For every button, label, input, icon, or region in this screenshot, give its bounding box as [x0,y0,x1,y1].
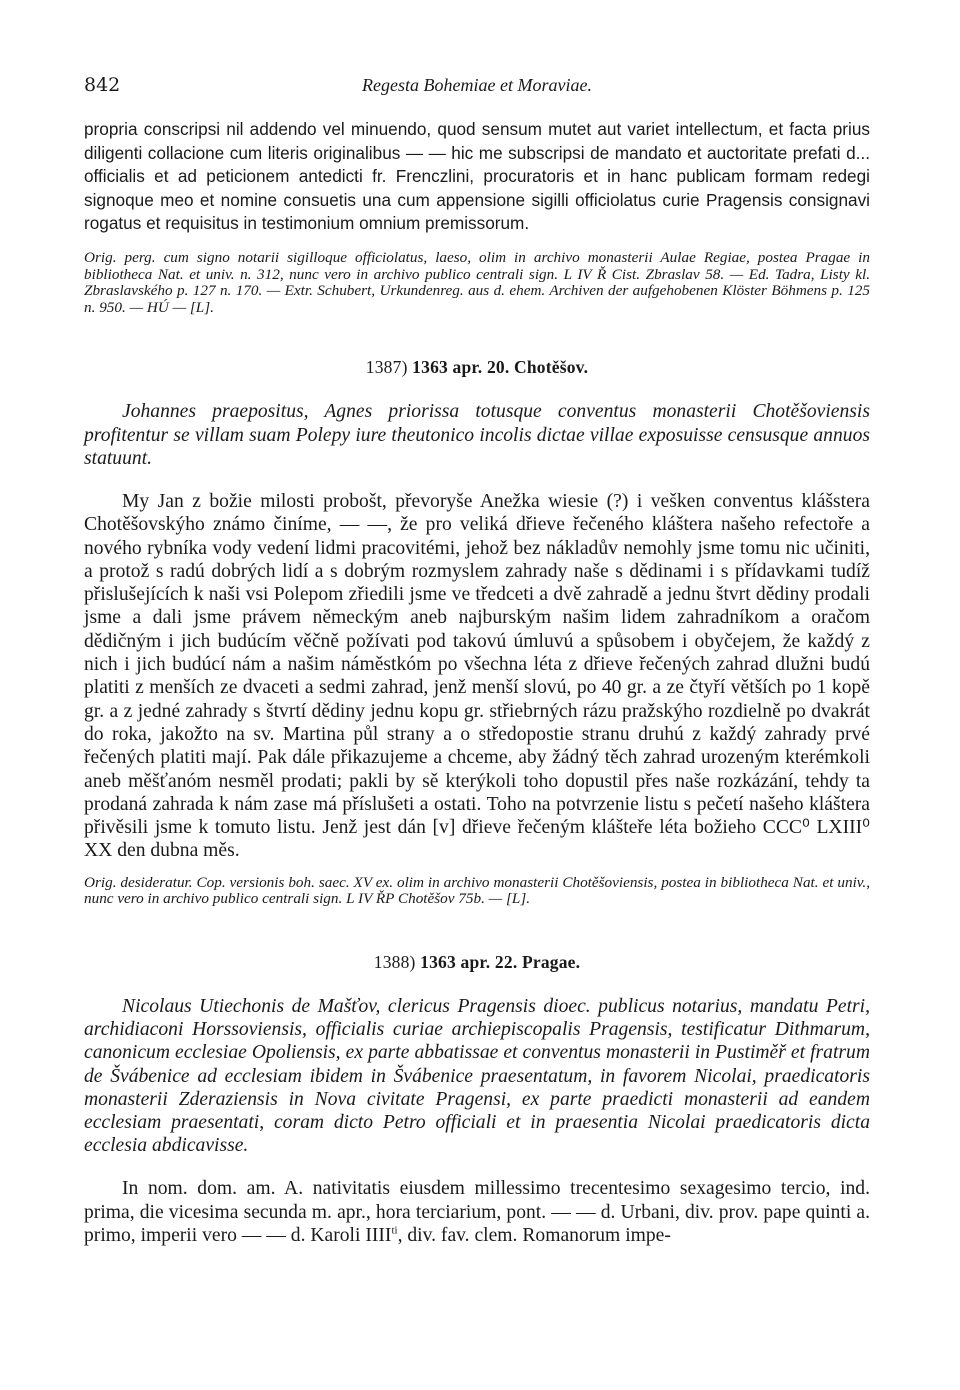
entry-1388-text-superscript: ti [391,1224,398,1237]
entry-1388-text-part1: In nom. dom. am. A. nativitatis eiusdem millessimo trecentesimo sexagesimo tercio, ind. prima, die vicesima secunda m. apr., hora terciarium, pont. — — d. Urbani, div. prov. pape quinti a. primo, imperii vero — — d. Karoli IIII [84,1178,870,1246]
document-page [84,0,870,1390]
entry-1387-note: Orig. desideratur. Cop. versionis boh. saec. XV ex. olim in archivo monasterii Chotěšoviensis, postea in bibliotheca Nat. et univ., nunc vero in archivo publico centrali sign. L IV ŘP Chotěšov 75b. — [L]. [84,873,870,908]
page-body [84,118,870,1247]
previous-entry-note: Orig. perg. cum signo notarii sigilloque officiolatus, laeso, olim in archivo monasterii Aulae Regiae, postea Pragae in bibliotheca Nat. et univ. n. 312, nunc vero in archivo publico centrali sign. L IV Ř Cist. Zbraslav 58. — Ed. Tadra, Listy kl. Zbraslavského p. 127 n. 170. — Extr. Schubert, Urkundenreg. aus d. ehem. Archiven der aufgehobenen Klöster Böhmens p. 125 n. 950. — HÚ — [L]. [84,248,870,316]
entry-1387-number: 1387) [365,357,408,378]
page-header [84,74,870,104]
previous-entry-text: propria conscripsi nil addendo vel minuendo, quod sensum mutet aut variet intellectum, et facta prius diligenti collacione cum literis originalibus — — hic me subscripsi de mandato et auctoritate prefati d... officialis et ad peticionem antedicti fr. Frenczlini, procuratoris et in hanc publicam formam redegi signoque meo et nomine consuetis una cum appensione sigilli officiolatus curie Pragensis consignavi rogatus et requisitus in testimonium omnium premissorum. [84,119,870,234]
running-title: Regesta Bohemiae et Moraviae. [362,75,592,95]
entry-1388-date-place: 1363 apr. 22. Pragae. [420,951,581,972]
entry-1388-text-part2: , div. fav. clem. Romanorum impe- [397,1224,671,1246]
entry-1387-text: My Jan z božie milosti probošt, převoryše Anežka wiesie (?) i vešken conventus klášstera Chotěšovskýho známo činíme, — —, že pro veliká dřieve řečeného kláštera našeho refectoře a nového rybníka vody vedení lidmi pracovitémi, jehož bez nákladův nemohly jsme tomu nic učiniti, a protož s radú dobrých lidí a s dobrým rozmyslem zahrady naše s dědinami i s přídavkami tudíž přislušejících k naši vsi Polepom zřiedili jsme ve tředceti a dvě zahradě a jednu štvrt dědiny prodali jsme a dali jsme právem německým aneb najburským našim lidem zahradníkom a oračom dědičným i jich budúcím věčně požívati pod takovú úmluvú a spůsobem i obyčejem, že každý z nich i jich budúcí nám a našim náměstkóm po všechna léta z dřieve řečených zahrad dlužni budú platiti z menších ze dvaceti a sedmi zahrad, jenž menší slovú, po 40 gr. a ze čtyří větších po 1 kopě gr. a z jedné zahrady s štvrtí dědiny jednu kopu gr. střiebrných rázu pražskýho rozdielně po dvakrát do roka, jakožto na sv. Martina půl strany a o středopostie stranu druhú z každý zahrady prvé řečených platiti mají. Pak dále přikazujeme a chceme, aby žádný těch zahrad urozeným kterémkoli aneb měšťanóm nesměl prodati; pakli by sě kterýkoli toho dopustil přes naše rozkázání, tehdy ta prodaná zahrada k nám zase má příslušeti a ostati. Toho na potvrzenie listu s pečetí našeho kláštera přivěsili jsme k tomuto listu. Jenž jest dán [v] dřieve řečeným klášteře léta božieho CCC⁰ LXIII⁰ XX den dubna měs. [84,490,870,862]
entry-1388-heading [84,952,870,973]
entry-1388-text [84,1177,870,1247]
entry-1387-heading [84,357,870,378]
entry-1388-summary: Nicolaus Utiechonis de Mašťov, clericus Pragensis dioec. publicus notarius, mandatu Petri, archidiaconi Horssoviensis, officialis curiae archiepiscopalis Pragensis, testificatur Dithmarum, canonicum ecclesiae Opoliensis, ex parte abbatissae et conventus monasterii in Pustiměř et fratrum de Švábenice ad ecclesiam ibidem in Švábenice praesentatum, in favorem Nicolai, praedicatoris monasterii Zderaziensis in Nova civitate Pragensi, ex parte praedicti monasterii ad eandem ecclesiam praesentati, coram dicto Petro officiali et in praesentia Nicolai praedicatoris dicta ecclesia abdicavisse. [84,995,870,1157]
entry-1387-date-place: 1363 apr. 20. Chotěšov. [412,357,589,378]
entry-1387-summary: Johannes praepositus, Agnes priorissa totusque conventus monasterii Chotěšoviensis profitentur se villam suam Polepy iure theutonico incolis dictae villae exposuisse censusque annuos statuunt. [84,401,870,469]
page-number: 842 [84,74,121,96]
entry-1388-number: 1388) [373,951,416,972]
